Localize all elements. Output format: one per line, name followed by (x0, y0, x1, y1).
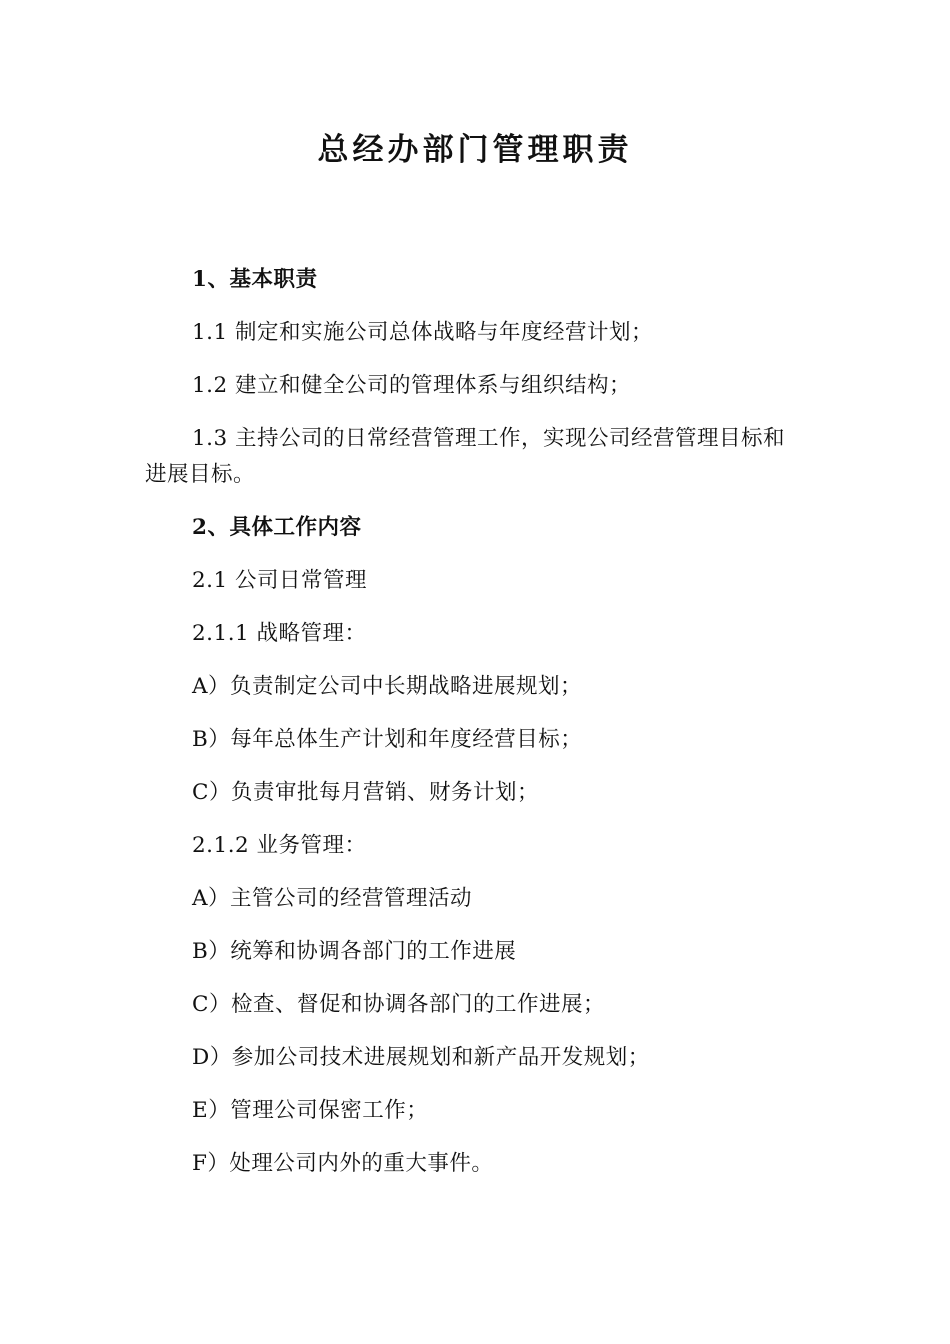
paragraph-1-3: 1.3 主持公司的日常经营管理工作，实现公司经营管理目标和进展目标。 (145, 426, 786, 487)
list-item-2-1-1-a: A）负责制定公司中长期战略进展规划； (192, 674, 583, 699)
list-item-2-1-1-c: C）负责审批每月营销、财务计划； (192, 780, 539, 805)
paragraph-2-1: 2.1 公司日常管理 (192, 568, 368, 593)
paragraph-2-1-2: 2.1.2 业务管理： (192, 833, 367, 858)
document-title: 总经办部门管理职责 (317, 132, 633, 168)
list-item-2-1-1-b: B）每年总体生产计划和年度经营目标； (192, 727, 583, 752)
paragraph-1-2: 1.2 建立和健全公司的管理体系与组织结构； (192, 373, 632, 398)
list-item-2-1-2-d: D）参加公司技术进展规划和新产品开发规划； (192, 1045, 650, 1070)
section-heading-2: 2、具体工作内容 (192, 515, 362, 540)
paragraph-1-1: 1.1 制定和实施公司总体战略与年度经营计划； (192, 320, 654, 345)
list-item-2-1-2-e: E）管理公司保密工作； (192, 1098, 429, 1123)
list-item-2-1-2-b: B）统筹和协调各部门的工作进展 (192, 939, 517, 964)
list-item-2-1-2-a: A）主管公司的经营管理活动 (192, 886, 473, 911)
list-item-2-1-2-c: C）检查、督促和协调各部门的工作进展； (192, 992, 605, 1017)
list-item-2-1-2-f: F）处理公司内外的重大事件。 (192, 1151, 494, 1176)
paragraph-2-1-1: 2.1.1 战略管理： (192, 621, 367, 646)
document-body (145, 262, 805, 1182)
section-heading-1: 1、基本职责 (192, 267, 318, 292)
